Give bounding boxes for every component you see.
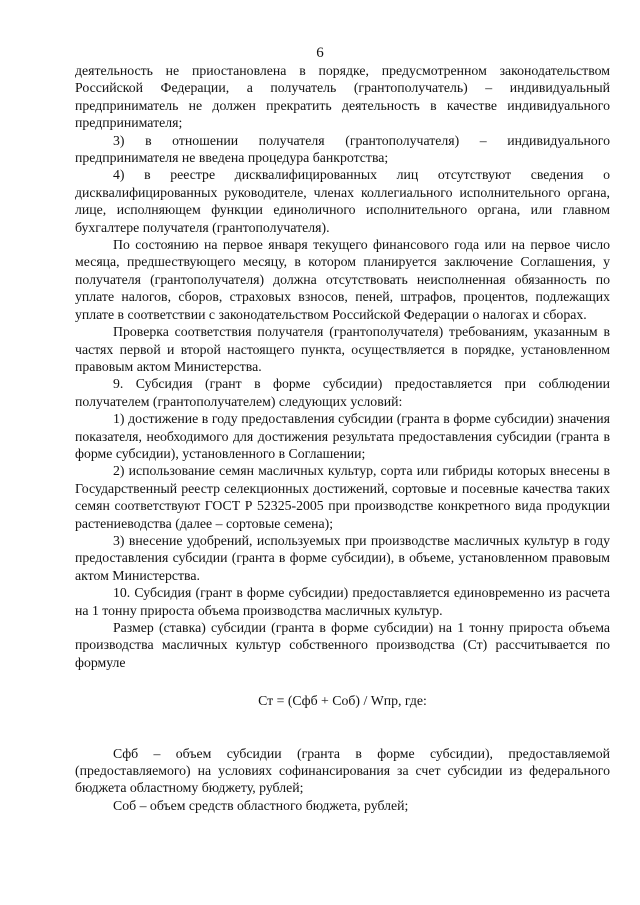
paragraph-condition-1: 1) достижение в году предоставления субсидии (гранта в форме субсидии) значения показателя, необходимого для достижения результата предоставления субсидии (гранта в форме субсидии), установленного в Соглашении; (75, 411, 610, 461)
paragraph-tax-obligations: По состоянию на первое января текущего финансового года или на первое число месяца, предшествующего месяцу, в котором планируется заключение Соглашения, у получателя (грантополучателя) должна отсутствовать неисполненная обязанность по уплате налогов, сборов, страховых взносов, пеней, штрафов, процентов, подлежащих уплате в соответствии с законодательством Российской Федерации о налогах и сборах. (75, 237, 610, 322)
paragraph-section-9: 9. Субсидия (грант в форме субсидии) предоставляется при соблюдении получателем (грантополучателем) следующих условий: (75, 376, 610, 409)
paragraph-condition-3: 3) внесение удобрений, используемых при производстве масличных культур в году предоставления субсидии (гранта в форме субсидии), в объеме, установленном правовым актом Министерства. (75, 532, 610, 583)
paragraph-rate-calculation: Размер (ставка) субсидии (гранта в форме субсидии) на 1 тонну прироста объема производства масличных культур собственного производства (Ст) рассчитывается по формуле (75, 620, 610, 670)
paragraph-section-10: 10. Субсидия (грант в форме субсидии) предоставляется единовременно из расчета на 1 тонну прироста объема производства масличных культур. (75, 585, 610, 618)
definition-sfb: Сфб – объем субсидии (гранта в форме субсидии), предоставляемой (предоставляемого) на условиях софинансирования за счет субсидии из федерального бюджета областному бюджету, рублей; (75, 745, 610, 796)
paragraph-item-4: 4) в реестре дисквалифицированных лиц отсутствуют сведения о дисквалифицированных руководителе, членах коллегиального исполнительного органа, лице, исполняющем функции единоличного исполнительного органа, или главном бухгалтере получателя (грантополучателя). (75, 167, 610, 235)
document-body (75, 62, 610, 814)
definition-sob: Соб – объем средств областного бюджета, рублей; (113, 797, 409, 813)
paragraph-condition-2: 2) использование семян масличных культур, сорта или гибриды которых внесены в Государственный реестр селекционных достижений, сортовые и посевные качества таких семян соответствуют ГОСТ Р 52325-2005 при производстве конкретного вида продукции растениеводства (далее – сортовые семена); (75, 463, 610, 531)
paragraph-item-3: 3) в отношении получателя (грантополучателя) – индивидуального предпринимателя не введена процедура банкротства; (75, 132, 610, 166)
page-number: 6 (316, 45, 324, 61)
paragraph-compliance-check: Проверка соответствия получателя (грантополучателя) требованиям, указанным в частях первой и второй настоящего пункта, осуществляется в порядке, установленном правовым актом Министерства. (75, 324, 610, 374)
formula: Ст = (Сфб + Соб) / Wпр, где: (258, 693, 427, 709)
paragraph-continuation: деятельность не приостановлена в порядке, предусмотренном законодательством Российской Федерации, а получатель (грантополучатель) – индивидуальный предприниматель не должен прекратить деятельность в качестве индивидуального предпринимателя; (75, 63, 610, 131)
